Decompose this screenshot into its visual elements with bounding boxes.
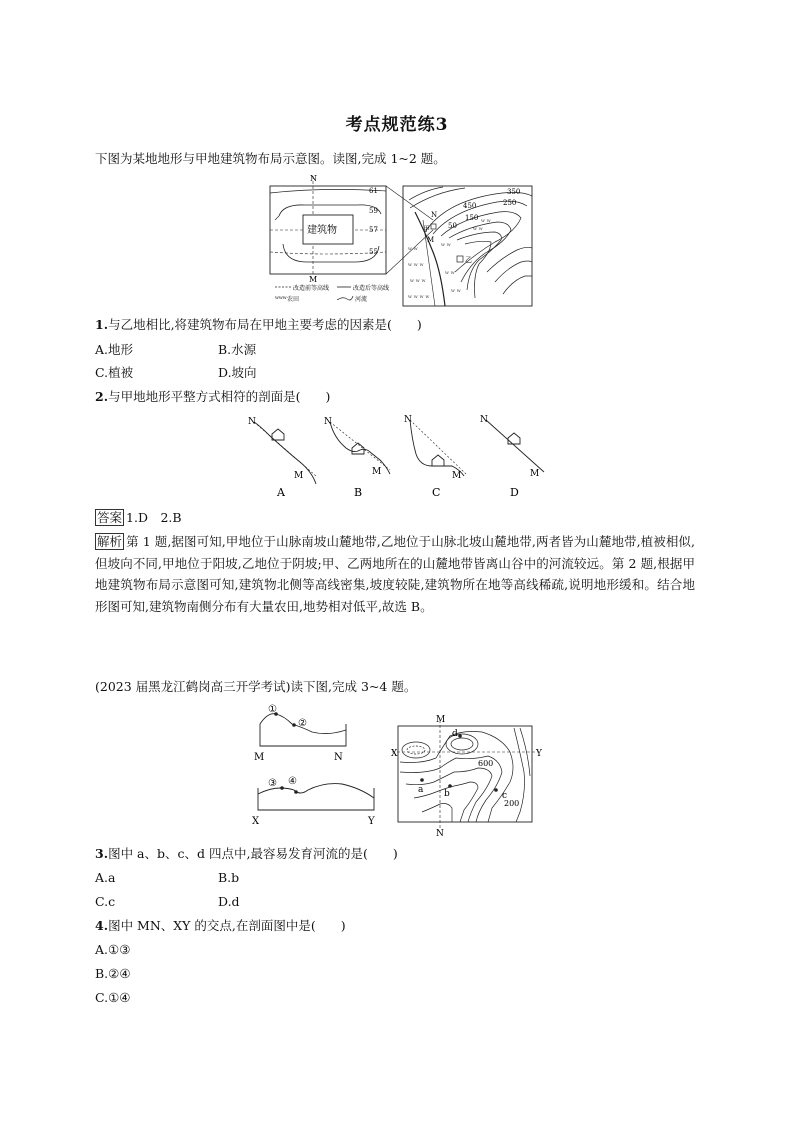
profile-point-2: ② [298,718,307,729]
building-label: 建筑物 [307,225,337,236]
svg-text:ᵂ ᵂ: ᵂ ᵂ [445,271,455,278]
map-contour-200: 200 [504,799,520,808]
farm-icon: ᵂᵂᵂ [275,296,287,303]
profile-d-m: M [530,469,540,479]
map-label-m: M [436,715,446,725]
figure-1 [265,172,535,308]
legend-before: 改造前等高线 [293,285,330,292]
contour-55: 55 [369,248,378,256]
profile-end-n: N [334,752,343,763]
map-contour-250: 250 [503,199,517,207]
profile-point-1: ① [268,704,277,715]
svg-text:ᵂ ᵂ: ᵂ ᵂ [451,289,461,296]
svg-text:ᵂ ᵂ: ᵂ ᵂ [481,219,491,226]
fig1-south-label: M [309,275,318,284]
q3-option-d[interactable]: D.d [218,894,240,909]
analysis-tag: 解析 [97,534,123,549]
contour-57: 57 [369,226,378,234]
q3-option-c[interactable]: C.c [95,894,116,909]
page-title: 考点规范练3 [345,115,449,135]
answer-tag: 答案 [97,510,123,525]
q1-option-b[interactable]: B.水源 [218,342,257,357]
profile-c-m: M [452,471,462,481]
profile-end-x: X [252,816,260,827]
svg-text:ᵂ ᵂ ᵂ: ᵂ ᵂ ᵂ [408,263,424,270]
map-contour-50: 50 [448,222,457,230]
map-contour-450: 450 [463,202,477,210]
question-4: 4.图中 MN、XY 的交点,在剖面图中是( ) [95,918,346,933]
analysis-text: 第 1 题,据图可知,甲地位于山脉南坡山麓地带,乙地位于山脉北坡山麓地带,两者皆为山麓地带,植被相似,但坡向不同,甲地位于阳坡,乙地位于阴坡;甲、乙两地所在的山麓地带皆离山谷中的河流较远。第 2 题,根据甲地建筑物布局示意图可知,建筑物北侧等高线密集,坡度较陡,建筑物所在地等高线稀疏,说明地形缓和。结合地形图可知,建筑物南侧分布有大量农田,地势相对低平,故选 B。 [95,534,695,614]
profile-point-3: ③ [268,778,277,789]
section-figure [248,702,388,826]
question-2: 2.与甲地地形平整方式相符的剖面是( ) [95,389,331,404]
map-contour-150: 150 [465,214,479,222]
profile-figure [240,410,560,502]
question-3: 3.图中 a、b、c、d 四点中,最容易发育河流的是( ) [95,846,398,861]
intro-1: 下图为某地地形与甲地建筑物布局示意图。读图,完成 1~2 题。 [95,151,446,166]
q3-option-b[interactable]: B.b [218,870,240,885]
legend-river: 河流 [355,296,368,303]
fig1-north-label: N [310,174,317,183]
contour-61: 61 [369,187,378,195]
legend-farm: 农田 [287,296,300,303]
map-point-c: c [502,791,508,801]
profile-label-b: B [354,486,363,499]
answer-line [95,509,182,527]
svg-text:ᵂ ᵂ: ᵂ ᵂ [473,227,483,234]
map-point-b: b [444,789,450,799]
profile-label-c: C [432,486,441,499]
q4-option-c[interactable]: C.①④ [95,990,131,1005]
profile-end-m: M [254,752,265,763]
river-icon [337,296,353,300]
profile-d-n: N [480,415,488,425]
map-label-x: X [391,749,398,759]
profile-end-y: Y [368,816,375,827]
profile-a-n: N [248,417,256,427]
map-label-n: N [436,829,444,839]
q4-option-b[interactable]: B.②④ [95,966,131,981]
map-label-yi: 乙 [465,256,472,264]
map-contour-600: 600 [478,759,494,768]
legend-after: 改造后等高线 [353,285,390,292]
profile-label-d: D [510,486,519,499]
svg-text:ᵂ ᵂ ᵂ: ᵂ ᵂ ᵂ [410,279,426,286]
question-1: 1.与乙地相比,将建筑物布局在甲地主要考虑的因素是( ) [95,317,422,332]
contour-59: 59 [369,207,378,215]
svg-text:ᵂ ᵂ: ᵂ ᵂ [441,243,451,250]
profile-b-m: M [372,467,382,477]
map-label-jia: 甲 [423,225,430,233]
map-label-y: Y [536,749,542,759]
map-label-m: M [427,236,435,244]
svg-text:ᵂ ᵂ ᵂ ᵂ: ᵂ ᵂ ᵂ ᵂ [408,295,430,302]
intro-2: (2023 届黑龙江鹤岗高三开学考试)读下图,完成 3~4 题。 [95,679,417,694]
q4-option-a[interactable]: A.①③ [95,942,131,957]
map-label-n: N [431,211,438,219]
q1-option-c[interactable]: C.植被 [95,365,134,380]
profile-c-n: N [404,415,412,425]
answer-text: 1.D 2.B [126,510,182,525]
q3-option-a[interactable]: A.a [95,870,116,885]
profile-point-4: ④ [288,776,297,787]
map-point-a: a [418,785,424,795]
contour-map [391,712,547,839]
profile-a-m: M [294,471,304,481]
q1-option-a[interactable]: A.地形 [95,342,134,357]
q1-option-d[interactable]: D.坡向 [218,365,257,380]
analysis-block [95,531,695,617]
map-contour-350: 350 [507,188,521,196]
svg-text:ᵂ ᵂ: ᵂ ᵂ [408,247,418,254]
profile-label-a: A [277,486,285,499]
map-point-d: d [452,729,458,739]
profile-b-n: N [324,417,332,427]
